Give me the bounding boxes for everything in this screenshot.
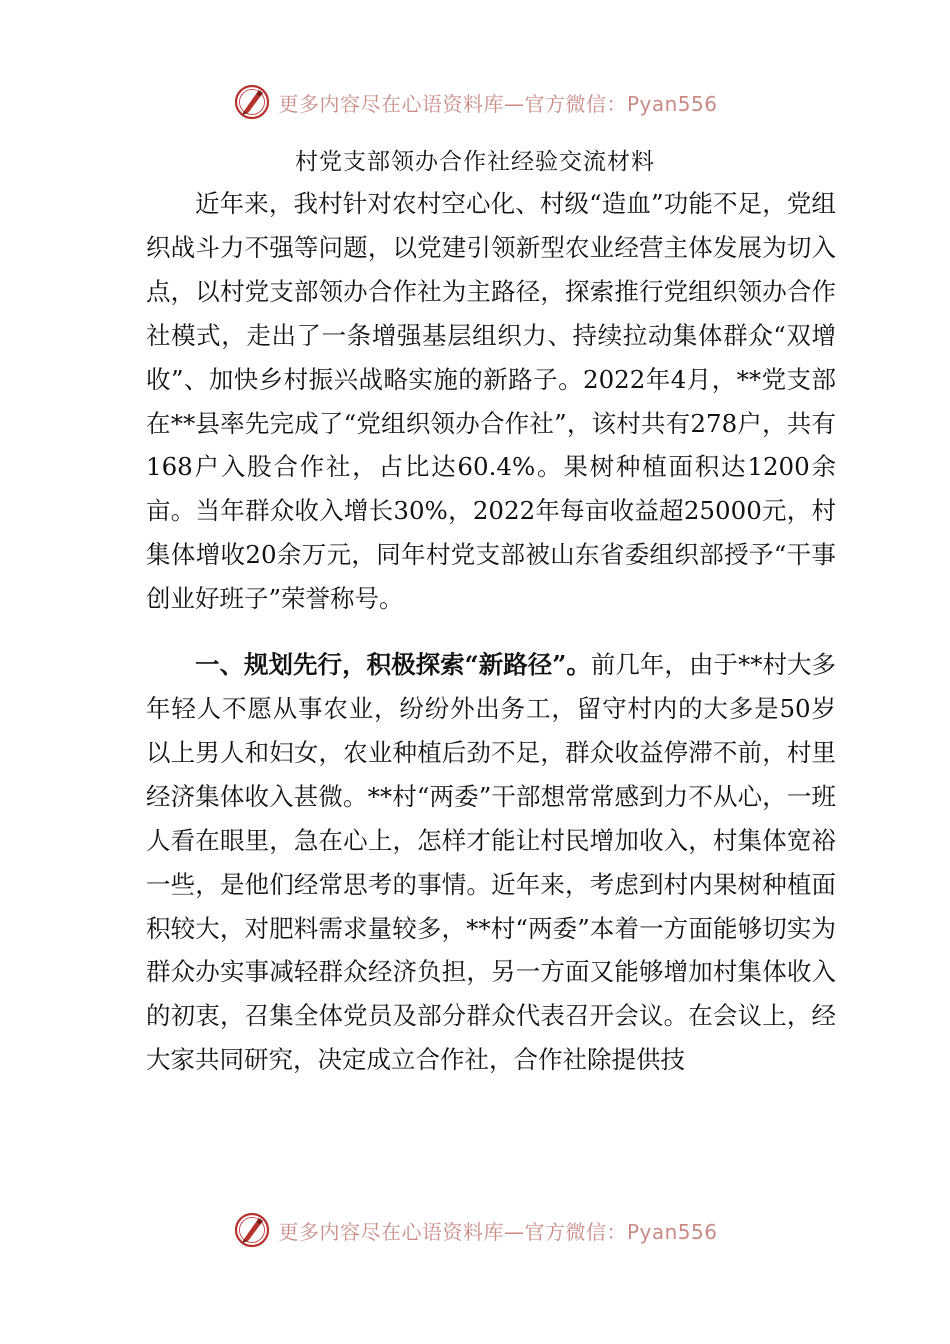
- watermark-header: [0, 78, 950, 126]
- watermark-text: 更多内容尽在心语资料库—官方微信：Pyan556: [278, 91, 718, 116]
- paragraph-section-one: [146, 643, 836, 1082]
- document-title: 村党支部领办合作社经验交流材料: [295, 149, 655, 175]
- pen-nib-seal-icon: [232, 82, 272, 122]
- watermark-footer: [0, 1206, 950, 1254]
- pen-nib-seal-icon: [232, 1210, 272, 1250]
- document-body: [146, 182, 836, 1082]
- section-body: 前几年，由于**村大多年轻人不愿从事农业，纷纷外出务工，留守村内的大多是50岁以上男人和妇女，农业种植后劲不足，群众收益停滞不前，村里经济集体收入甚微。**村“两委”干部想常常感到力不从心，一班人看在眼里，急在心上，怎样才能让村民增加收入，村集体宽裕一些，是他们经常思考的事情。近年来，考虑到村内果树种植面积较大，对肥料需求量较多，**村“两委”本着一方面能够切实为群众办实事减轻群众经济负担，另一方面又能够增加村集体收入的初衷，召集全体党员及部分群众代表召开会议。在会议上，经大家共同研究，决定成立合作社，合作社除提供技: [146, 650, 836, 1075]
- paragraph-intro: 近年来，我村针对农村空心化、村级“造血”功能不足，党组织战斗力不强等问题，以党建引领新型农业经营主体发展为切入点，以村党支部领办合作社为主路径，探索推行党组织领办合作社模式，走出了一条增强基层组织力、持续拉动集体群众“双增收”、加快乡村振兴战略实施的新路子。2022年4月，**党支部在**县率先完成了“党组织领办合作社”，该村共有278户，共有168户入股合作社，占比达60.4%。果树种植面积达1200余亩。当年群众收入增长30%，2022年每亩收益超25000元，村集体增收20余万元，同年村党支部被山东省委组织部授予“干事创业好班子”荣誉称号。: [146, 189, 836, 614]
- section-heading: 一、规划先行，积极探索“新路径”。: [195, 650, 591, 680]
- watermark-text: 更多内容尽在心语资料库—官方微信：Pyan556: [278, 1219, 718, 1244]
